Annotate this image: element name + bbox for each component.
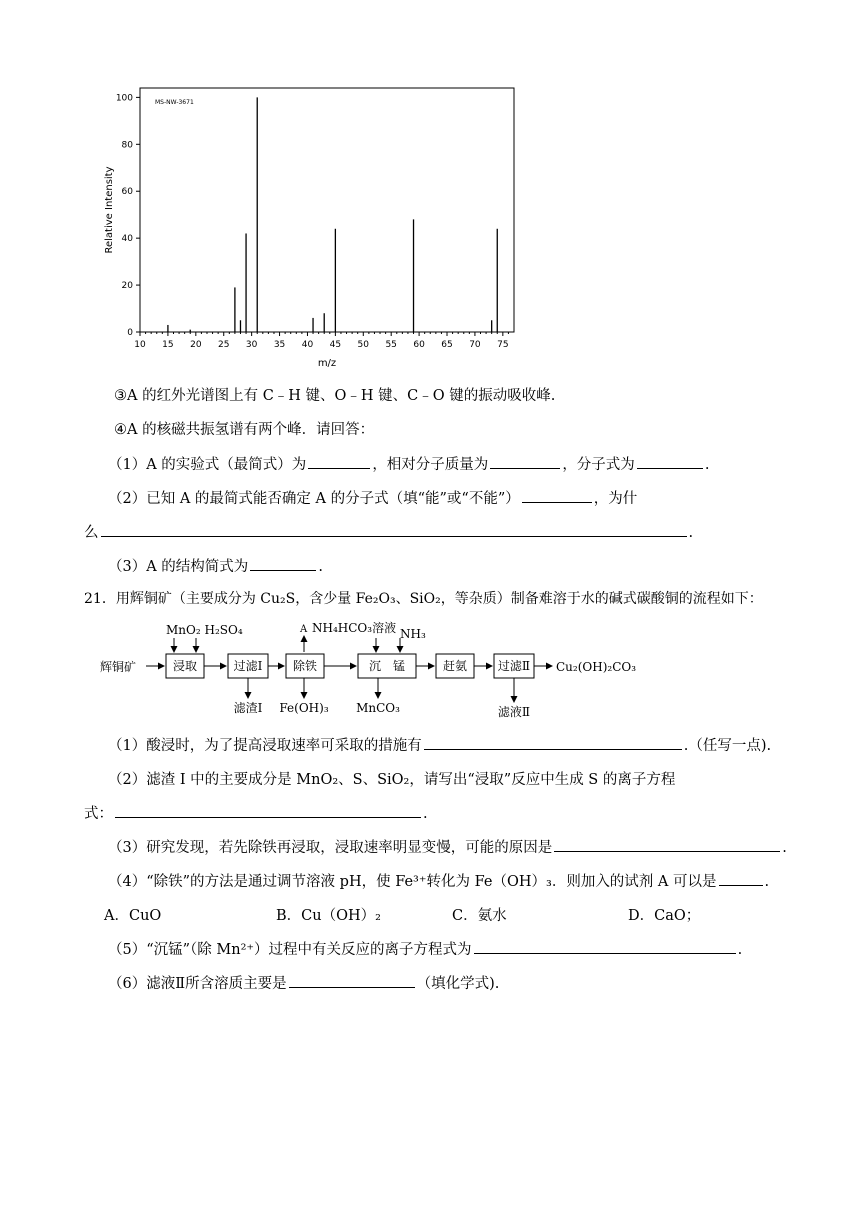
answer-blank-reagent-a[interactable]	[719, 871, 763, 886]
q20-part2-text-c: 么	[84, 525, 99, 541]
x-tick-label: 35	[273, 340, 286, 350]
x-tick-label: 40	[301, 340, 314, 350]
answer-blank-empirical-formula[interactable]	[308, 454, 370, 469]
q21-part1-text-b: .（任写一点).	[683, 738, 772, 754]
x-tick-label: 50	[357, 340, 370, 350]
flow-box3-label: 除铁	[292, 659, 318, 673]
q20-part1-text-b: ，相对分子质量为	[372, 457, 489, 473]
q21-part4-text-a: （4）“除铁”的方法是通过调节溶液 pH，使 Fe³⁺转化为 Fe（OH）₃．则加入的试剂 A 可以是	[108, 874, 717, 890]
x-tick-label: 20	[190, 340, 202, 350]
x-tick-label: 75	[497, 340, 509, 350]
q20-part1-text-c: ，分子式为	[562, 457, 635, 473]
option-c[interactable]: C．氨水	[452, 908, 507, 924]
flow-reagents-leach: MnO₂ H₂SO₄	[166, 623, 243, 637]
q20-part3	[108, 555, 323, 576]
answer-blank-ionic-equation-s[interactable]	[115, 803, 421, 818]
flow-box2-label: 过滤Ⅰ	[233, 659, 263, 673]
answer-blank-solute[interactable]	[289, 973, 415, 988]
q21-part2-line2	[84, 802, 428, 823]
flow-box5-label: 赶氨	[442, 659, 468, 673]
spectrum-corner-label: MS-NW-3671	[155, 99, 194, 106]
option-a[interactable]: A．CuO	[104, 908, 162, 924]
y-tick-label: 20	[121, 281, 133, 292]
flow-box6-label: 过滤Ⅱ	[497, 659, 531, 673]
answer-blank-reason-slow[interactable]	[554, 837, 780, 852]
q20-part2-text-a: （2）已知 A 的最简式能否确定 A 的分子式（填“能”或“不能”）	[108, 491, 520, 507]
x-tick-label: 15	[162, 340, 174, 350]
q21-part6	[108, 972, 499, 993]
q20-part2-line1	[108, 487, 637, 508]
flow-reagent-nh4hco3: NH₄HCO₃溶液	[312, 621, 397, 635]
x-tick-label: 60	[413, 340, 425, 350]
option-b[interactable]: B．Cu（OH）₂	[276, 908, 381, 924]
flow-product: Cu₂(OH)₂CO₃	[556, 660, 637, 674]
x-tick-label: 10	[134, 340, 146, 350]
condition-3: ③A 的红外光谱图上有 C﹣H 键、O﹣H 键、C﹣O 键的振动吸收峰.	[114, 388, 556, 404]
answer-blank-reason[interactable]	[101, 522, 687, 537]
q21-part4-text-b: .	[764, 874, 770, 890]
q21-part1	[108, 734, 771, 755]
q21-intro: 21．用辉铜矿（主要成分为 Cu₂S，含少量 Fe₂O₃、SiO₂，等杂质）制备难溶于水的碱式碳酸铜的流程如下：	[84, 591, 763, 607]
x-tick-label: 25	[218, 340, 230, 350]
answer-blank-mn-equation[interactable]	[474, 939, 736, 954]
mass-spectrum-chart	[100, 84, 520, 374]
plot-frame	[140, 88, 514, 332]
y-tick-label: 60	[121, 187, 133, 198]
flow-reagent-nh3: NH₃	[400, 627, 426, 641]
q20-part3-text-b: .	[318, 559, 323, 575]
x-tick-label: 70	[469, 340, 481, 350]
x-tick-label: 65	[441, 340, 453, 350]
x-tick-label: 55	[385, 340, 397, 350]
flow-output-mnco3: MnCO₃	[356, 701, 400, 715]
q20-part2-line2	[84, 521, 693, 542]
q20-part1	[108, 453, 709, 474]
answer-blank-molecular-formula[interactable]	[637, 454, 703, 469]
x-axis-label: m/z	[317, 358, 337, 369]
q21-part5	[108, 938, 742, 959]
q20-part2-text-b: ，为什	[593, 491, 638, 507]
flow-box1-label: 浸取	[172, 659, 198, 673]
q21-part3-text-b: .	[782, 840, 787, 856]
answer-blank-measures[interactable]	[424, 735, 682, 750]
answer-blank-structure[interactable]	[250, 556, 316, 571]
q21-part4	[108, 870, 769, 891]
y-tick-label: 40	[121, 234, 133, 245]
x-tick-label: 30	[245, 340, 258, 350]
q21-part6-text-a: （6）滤液Ⅱ所含溶质主要是	[108, 976, 287, 992]
x-tick-label: 45	[329, 340, 342, 350]
answer-blank-molecular-mass[interactable]	[490, 454, 560, 469]
q20-part2-text-d: .	[688, 525, 694, 541]
q20-part1-text-a: （1）A 的实验式（最简式）为	[108, 457, 307, 473]
y-tick-label: 100	[115, 93, 133, 104]
flow-start-ore: 辉铜矿	[100, 660, 137, 674]
y-tick-label: 0	[127, 328, 133, 338]
option-d[interactable]: D．CaO；	[628, 908, 701, 924]
process-flowchart	[100, 616, 660, 726]
flow-box4-label: 沉 锰	[368, 659, 406, 673]
condition-4: ④A 的核磁共振氢谱有两个峰．请回答：	[114, 422, 375, 438]
mass-spectrum-figure	[100, 84, 520, 374]
q21-part1-text-a: （1）酸浸时，为了提高浸取速率可采取的措施有	[108, 738, 422, 754]
q21-part5-text-a: （5）“沉锰”（除 Mn²⁺）过程中有关反应的离子方程式为	[108, 942, 472, 958]
q20-part1-text-d: .	[704, 457, 710, 473]
answer-blank-can-determine[interactable]	[522, 488, 592, 503]
flow-output-feoh3: Fe(OH)₃	[279, 701, 329, 715]
flowchart-svg	[100, 616, 660, 726]
flow-output-filtrate2: 滤液Ⅱ	[497, 705, 531, 719]
q21-part3	[108, 836, 787, 857]
q21-part2-text-b: 式：	[84, 806, 113, 822]
q21-part6-text-b: （填化学式).	[416, 976, 500, 992]
q21-part2-line1: （2）滤渣 I 中的主要成分是 MnO₂、S、SiO₂，请写出“浸取”反应中生成 S 的离子方程	[108, 772, 676, 788]
y-axis-label: Relative Intensity	[104, 166, 115, 254]
q21-part3-text-a: （3）研究发现，若先除铁再浸取，浸取速率明显变慢，可能的原因是	[108, 840, 553, 856]
y-tick-label: 80	[121, 140, 133, 151]
q21-part2-text-c: .	[423, 806, 428, 822]
q21-part5-text-b: .	[737, 942, 743, 958]
flow-output-residue1: 滤渣Ⅰ	[233, 701, 263, 715]
q20-part3-text-a: （3）A 的结构简式为	[108, 559, 249, 575]
flow-reagent-a: A	[300, 624, 308, 635]
